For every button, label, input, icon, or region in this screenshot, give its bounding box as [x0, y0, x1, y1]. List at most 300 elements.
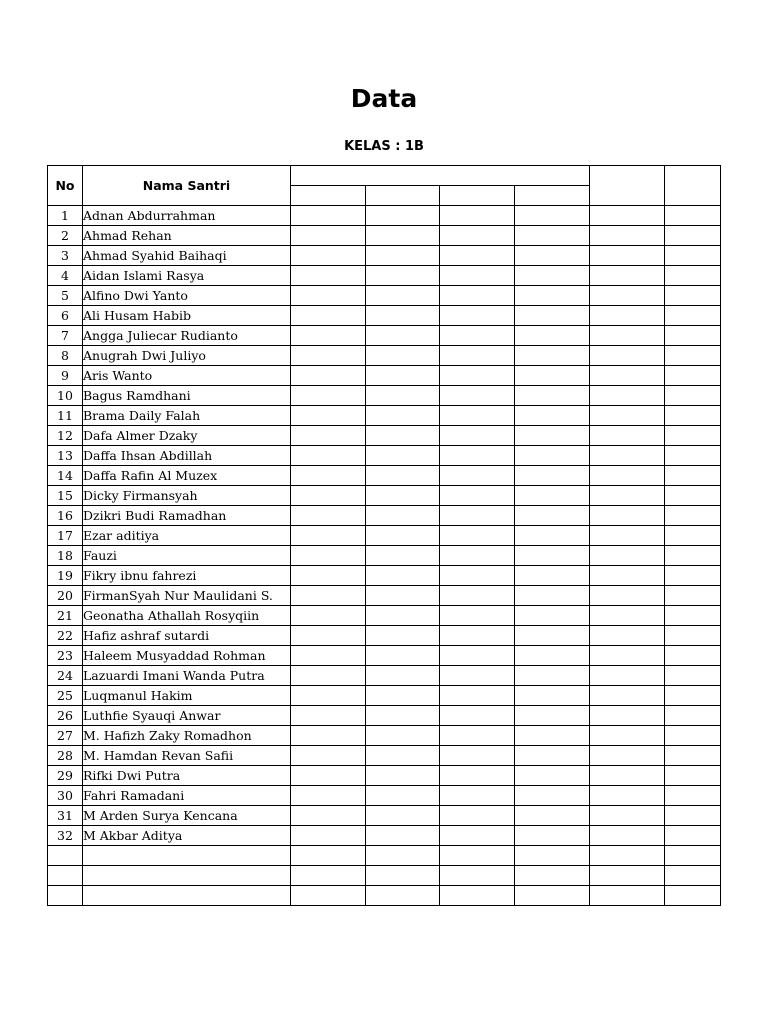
blank-cell [515, 546, 590, 566]
table-row [48, 706, 721, 726]
student-name: Luthfie Syauqi Anwar [83, 706, 291, 726]
blank-cell [440, 466, 515, 486]
table-row [48, 826, 721, 846]
blank-cell [590, 826, 665, 846]
table-row [48, 386, 721, 406]
class-label: KELAS : 1B [344, 139, 424, 154]
blank-cell [366, 206, 440, 226]
header-row-top [48, 166, 721, 186]
table-row [48, 206, 721, 226]
blank-cell [590, 206, 665, 226]
header-blank-5 [590, 166, 665, 206]
student-name: Ahmad Syahid Baihaqi [83, 246, 291, 266]
blank-cell [515, 686, 590, 706]
header-sub-4 [515, 186, 590, 206]
blank-cell [291, 286, 366, 306]
student-name: Anugrah Dwi Juliyo [83, 346, 291, 366]
student-name [83, 886, 291, 906]
blank-cell [590, 306, 665, 326]
table-row [48, 366, 721, 386]
blank-cell [590, 286, 665, 306]
blank-cell [590, 246, 665, 266]
blank-cell [366, 246, 440, 266]
blank-cell [590, 426, 665, 446]
blank-cell [366, 326, 440, 346]
blank-cell [366, 226, 440, 246]
blank-cell [440, 286, 515, 306]
blank-cell [291, 846, 366, 866]
blank-cell [291, 326, 366, 346]
blank-cell [665, 486, 721, 506]
blank-cell [291, 546, 366, 566]
row-number: 29 [48, 766, 83, 786]
row-number [48, 846, 83, 866]
blank-cell [291, 266, 366, 286]
blank-cell [366, 286, 440, 306]
header-no: No [48, 166, 83, 206]
blank-cell [590, 726, 665, 746]
row-number: 19 [48, 566, 83, 586]
blank-cell [440, 426, 515, 446]
blank-cell [440, 806, 515, 826]
table-row [48, 886, 721, 906]
blank-cell [590, 486, 665, 506]
blank-cell [440, 406, 515, 426]
blank-cell [590, 266, 665, 286]
header-name: Nama Santri [83, 166, 291, 206]
blank-cell [440, 886, 515, 906]
blank-cell [665, 886, 721, 906]
blank-cell [291, 526, 366, 546]
blank-cell [366, 646, 440, 666]
blank-cell [515, 386, 590, 406]
row-number: 28 [48, 746, 83, 766]
row-number: 15 [48, 486, 83, 506]
blank-cell [665, 406, 721, 426]
blank-cell [665, 786, 721, 806]
blank-cell [440, 866, 515, 886]
student-name: Dafa Almer Dzaky [83, 426, 291, 446]
student-name: Daffa Ihsan Abdillah [83, 446, 291, 466]
blank-cell [665, 646, 721, 666]
blank-cell [665, 266, 721, 286]
blank-cell [590, 866, 665, 886]
blank-cell [366, 266, 440, 286]
row-number: 20 [48, 586, 83, 606]
blank-cell [291, 746, 366, 766]
student-name: Lazuardi Imani Wanda Putra [83, 666, 291, 686]
blank-cell [590, 886, 665, 906]
blank-cell [440, 246, 515, 266]
blank-cell [665, 246, 721, 266]
blank-cell [366, 866, 440, 886]
table-row [48, 326, 721, 346]
blank-cell [665, 626, 721, 646]
blank-cell [366, 766, 440, 786]
blank-cell [440, 526, 515, 546]
blank-cell [291, 886, 366, 906]
blank-cell [665, 826, 721, 846]
blank-cell [366, 886, 440, 906]
blank-cell [291, 866, 366, 886]
blank-cell [440, 606, 515, 626]
blank-cell [291, 226, 366, 246]
table-row [48, 526, 721, 546]
blank-cell [590, 786, 665, 806]
blank-cell [440, 446, 515, 466]
blank-cell [291, 426, 366, 446]
row-number [48, 886, 83, 906]
table-row [48, 346, 721, 366]
blank-cell [440, 786, 515, 806]
blank-cell [291, 486, 366, 506]
blank-cell [665, 346, 721, 366]
table-row [48, 626, 721, 646]
blank-cell [440, 546, 515, 566]
blank-cell [665, 206, 721, 226]
blank-cell [590, 566, 665, 586]
blank-cell [366, 306, 440, 326]
student-name: Ezar aditiya [83, 526, 291, 546]
blank-cell [665, 586, 721, 606]
student-name: Hafiz ashraf sutardi [83, 626, 291, 646]
blank-cell [515, 246, 590, 266]
blank-cell [366, 366, 440, 386]
blank-cell [665, 286, 721, 306]
table-row [48, 226, 721, 246]
student-name: Haleem Musyaddad Rohman [83, 646, 291, 666]
blank-cell [440, 626, 515, 646]
student-name: M. Hamdan Revan Safii [83, 746, 291, 766]
table-row [48, 646, 721, 666]
blank-cell [515, 266, 590, 286]
blank-cell [440, 706, 515, 726]
blank-cell [366, 466, 440, 486]
blank-cell [590, 446, 665, 466]
blank-cell [665, 666, 721, 686]
blank-cell [590, 606, 665, 626]
blank-cell [590, 366, 665, 386]
blank-cell [291, 626, 366, 646]
blank-cell [291, 686, 366, 706]
blank-cell [366, 706, 440, 726]
row-number: 32 [48, 826, 83, 846]
blank-cell [366, 666, 440, 686]
blank-cell [440, 366, 515, 386]
blank-cell [291, 306, 366, 326]
blank-cell [590, 766, 665, 786]
row-number: 17 [48, 526, 83, 546]
student-name: Dzikri Budi Ramadhan [83, 506, 291, 526]
blank-cell [515, 766, 590, 786]
header-sub-1 [291, 186, 366, 206]
student-name [83, 866, 291, 886]
blank-cell [590, 546, 665, 566]
blank-cell [665, 566, 721, 586]
blank-cell [440, 206, 515, 226]
table-row [48, 446, 721, 466]
blank-cell [366, 346, 440, 366]
blank-cell [515, 886, 590, 906]
row-number: 22 [48, 626, 83, 646]
blank-cell [440, 486, 515, 506]
blank-cell [665, 466, 721, 486]
blank-cell [515, 206, 590, 226]
table-row [48, 466, 721, 486]
blank-cell [515, 486, 590, 506]
row-number: 18 [48, 546, 83, 566]
blank-cell [515, 586, 590, 606]
blank-cell [366, 586, 440, 606]
row-number: 5 [48, 286, 83, 306]
row-number: 14 [48, 466, 83, 486]
blank-cell [590, 326, 665, 346]
student-name: Geonatha Athallah Rosyqiin [83, 606, 291, 626]
blank-cell [515, 286, 590, 306]
row-number: 4 [48, 266, 83, 286]
blank-cell [515, 726, 590, 746]
blank-cell [590, 526, 665, 546]
blank-cell [291, 566, 366, 586]
header-blank-6 [665, 166, 721, 206]
blank-cell [665, 706, 721, 726]
blank-cell [366, 726, 440, 746]
student-name: Adnan Abdurrahman [83, 206, 291, 226]
blank-cell [366, 546, 440, 566]
row-number [48, 866, 83, 886]
blank-cell [665, 546, 721, 566]
blank-cell [440, 226, 515, 246]
blank-cell [366, 626, 440, 646]
blank-cell [590, 706, 665, 726]
blank-cell [366, 746, 440, 766]
blank-cell [665, 446, 721, 466]
row-number: 6 [48, 306, 83, 326]
blank-cell [291, 586, 366, 606]
blank-cell [366, 686, 440, 706]
table-row [48, 666, 721, 686]
header-sub-3 [440, 186, 515, 206]
blank-cell [291, 246, 366, 266]
student-name: Angga Juliecar Rudianto [83, 326, 291, 346]
row-number: 8 [48, 346, 83, 366]
blank-cell [291, 786, 366, 806]
table-row [48, 846, 721, 866]
blank-cell [440, 746, 515, 766]
row-number: 16 [48, 506, 83, 526]
blank-cell [366, 786, 440, 806]
blank-cell [515, 786, 590, 806]
blank-cell [291, 346, 366, 366]
student-name: Alfino Dwi Yanto [83, 286, 291, 306]
blank-cell [440, 566, 515, 586]
blank-cell [515, 706, 590, 726]
table-row [48, 426, 721, 446]
blank-cell [665, 746, 721, 766]
page-title: Data [350, 84, 418, 113]
row-number: 26 [48, 706, 83, 726]
blank-cell [291, 766, 366, 786]
blank-cell [665, 806, 721, 826]
student-name: Fikry ibnu fahrezi [83, 566, 291, 586]
blank-cell [291, 206, 366, 226]
blank-cell [665, 606, 721, 626]
blank-cell [515, 226, 590, 246]
blank-cell [515, 566, 590, 586]
table-row [48, 266, 721, 286]
blank-cell [366, 406, 440, 426]
row-number: 11 [48, 406, 83, 426]
header-sub-2 [366, 186, 440, 206]
table-row [48, 586, 721, 606]
blank-cell [440, 726, 515, 746]
blank-cell [440, 326, 515, 346]
blank-cell [515, 366, 590, 386]
blank-cell [665, 366, 721, 386]
blank-cell [366, 826, 440, 846]
blank-cell [590, 746, 665, 766]
table-row [48, 866, 721, 886]
row-number: 13 [48, 446, 83, 466]
student-name: Ahmad Rehan [83, 226, 291, 246]
blank-cell [440, 646, 515, 666]
blank-cell [515, 666, 590, 686]
row-number: 10 [48, 386, 83, 406]
student-name: M. Hafizh Zaky Romadhon [83, 726, 291, 746]
row-number: 3 [48, 246, 83, 266]
blank-cell [515, 526, 590, 546]
row-number: 9 [48, 366, 83, 386]
student-name: Aidan Islami Rasya [83, 266, 291, 286]
blank-cell [515, 826, 590, 846]
blank-cell [366, 806, 440, 826]
student-name: Fauzi [83, 546, 291, 566]
blank-cell [291, 466, 366, 486]
blank-cell [366, 606, 440, 626]
blank-cell [366, 426, 440, 446]
table-row [48, 406, 721, 426]
row-number: 30 [48, 786, 83, 806]
blank-cell [665, 686, 721, 706]
student-name: Bagus Ramdhani [83, 386, 291, 406]
blank-cell [440, 586, 515, 606]
student-name [83, 846, 291, 866]
blank-cell [590, 686, 665, 706]
blank-cell [665, 866, 721, 886]
blank-cell [590, 226, 665, 246]
table-row [48, 566, 721, 586]
blank-cell [590, 806, 665, 826]
blank-cell [366, 486, 440, 506]
table-row [48, 786, 721, 806]
student-name: Dicky Firmansyah [83, 486, 291, 506]
table-row [48, 486, 721, 506]
blank-cell [515, 466, 590, 486]
table-row [48, 766, 721, 786]
blank-cell [665, 326, 721, 346]
row-number: 12 [48, 426, 83, 446]
blank-cell [590, 406, 665, 426]
blank-cell [291, 386, 366, 406]
blank-cell [590, 666, 665, 686]
blank-cell [366, 846, 440, 866]
blank-cell [515, 506, 590, 526]
student-name: Aris Wanto [83, 366, 291, 386]
blank-cell [515, 446, 590, 466]
blank-cell [440, 846, 515, 866]
row-number: 1 [48, 206, 83, 226]
blank-cell [665, 306, 721, 326]
blank-cell [366, 566, 440, 586]
blank-cell [291, 666, 366, 686]
blank-cell [366, 386, 440, 406]
blank-cell [440, 346, 515, 366]
blank-cell [665, 426, 721, 446]
blank-cell [440, 766, 515, 786]
blank-cell [291, 826, 366, 846]
row-number: 7 [48, 326, 83, 346]
table-row [48, 726, 721, 746]
row-number: 24 [48, 666, 83, 686]
blank-cell [515, 806, 590, 826]
blank-cell [665, 846, 721, 866]
student-name: Ali Husam Habib [83, 306, 291, 326]
student-table [47, 165, 721, 906]
blank-cell [291, 506, 366, 526]
table-row [48, 286, 721, 306]
blank-cell [440, 506, 515, 526]
student-name: Brama Daily Falah [83, 406, 291, 426]
blank-cell [665, 726, 721, 746]
table-row [48, 546, 721, 566]
blank-cell [291, 606, 366, 626]
row-number: 21 [48, 606, 83, 626]
blank-cell [515, 846, 590, 866]
blank-cell [665, 226, 721, 246]
blank-cell [366, 446, 440, 466]
blank-cell [665, 506, 721, 526]
blank-cell [590, 586, 665, 606]
table-row [48, 686, 721, 706]
blank-cell [291, 706, 366, 726]
blank-cell [515, 606, 590, 626]
table-row [48, 246, 721, 266]
blank-cell [515, 346, 590, 366]
blank-cell [590, 346, 665, 366]
student-name: Luqmanul Hakim [83, 686, 291, 706]
blank-cell [515, 326, 590, 346]
blank-cell [515, 626, 590, 646]
row-number: 23 [48, 646, 83, 666]
table-row [48, 506, 721, 526]
blank-cell [440, 306, 515, 326]
blank-cell [665, 386, 721, 406]
blank-cell [665, 766, 721, 786]
row-number: 25 [48, 686, 83, 706]
blank-cell [515, 746, 590, 766]
blank-cell [590, 506, 665, 526]
table-row [48, 806, 721, 826]
table-row [48, 606, 721, 626]
blank-cell [366, 506, 440, 526]
blank-cell [440, 686, 515, 706]
blank-cell [665, 526, 721, 546]
blank-cell [590, 846, 665, 866]
row-number: 31 [48, 806, 83, 826]
student-name: Fahri Ramadani [83, 786, 291, 806]
row-number: 2 [48, 226, 83, 246]
blank-cell [515, 406, 590, 426]
